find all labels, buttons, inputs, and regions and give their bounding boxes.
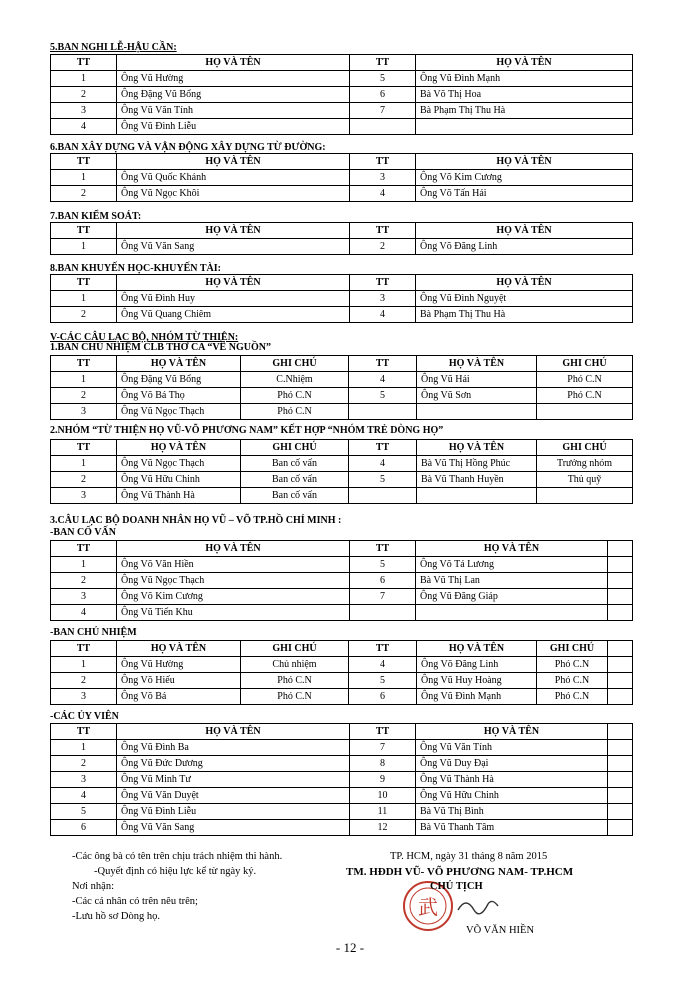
table-cell: Ban cố vấn xyxy=(241,488,349,504)
svg-text:武: 武 xyxy=(418,895,438,919)
column-header: TT xyxy=(350,154,416,170)
table-cell xyxy=(416,605,608,621)
column-header: HỌ VÀ TÊN xyxy=(117,55,350,71)
table-cell: Ông Vũ Đình Mạnh xyxy=(416,71,633,87)
section-v-title: V-CÁC CÂU LẠC BỘ, NHÓM TỪ THIỆN: xyxy=(50,332,239,343)
table-cell: 2 xyxy=(51,307,117,323)
table-cell: Ông Vũ Văn Tính xyxy=(416,740,608,756)
table-cell: 3 xyxy=(350,291,416,307)
table-cell: Phó C.N xyxy=(241,689,349,705)
table-cell xyxy=(417,404,537,420)
column-header: HỌ VÀ TÊN xyxy=(117,275,350,291)
column-header: TT xyxy=(350,541,416,557)
table-cell: 11 xyxy=(350,804,416,820)
table-cell xyxy=(608,740,633,756)
table-cell: 1 xyxy=(51,456,117,472)
table-cell: 3 xyxy=(51,488,117,504)
table-cell: Thủ quỹ xyxy=(537,472,633,488)
table-cell: Phó C.N xyxy=(241,404,349,420)
table-cell: Ông Võ Bá Thọ xyxy=(117,388,241,404)
table-cell: 4 xyxy=(51,119,117,135)
table-cell: Bà Vũ Thanh Tâm xyxy=(416,820,608,836)
table-cell: 2 xyxy=(51,756,117,772)
table-cell: Ông Vũ Đình Mạnh xyxy=(417,689,537,705)
table-cell: 1 xyxy=(51,657,117,673)
table-row xyxy=(51,291,633,307)
table-row xyxy=(51,557,633,573)
table-cell: 7 xyxy=(350,589,416,605)
table-cell: Ông Đặng Vũ Bổng xyxy=(117,87,350,103)
table-row xyxy=(51,820,633,836)
table-cell: Ông Võ Hiếu xyxy=(117,673,241,689)
table-cell: Phó C.N xyxy=(537,388,633,404)
table-row xyxy=(51,788,633,804)
table-row xyxy=(51,689,633,705)
table-cell: Ông Vũ Hường xyxy=(117,657,241,673)
table-cell: Ông Võ Kim Cương xyxy=(117,589,350,605)
section-6-title: 6.BAN XÂY DỰNG VÀ VẬN ĐỘNG XÂY DỰNG TỪ ĐƯỜNG: xyxy=(50,142,326,153)
table-ban-nghi-le xyxy=(50,54,633,135)
table-row xyxy=(51,71,633,87)
column-header: GHI CHÚ xyxy=(241,356,349,372)
column-header: HỌ VÀ TÊN xyxy=(416,154,633,170)
column-header: TT xyxy=(350,223,416,239)
table-cell: Phó C.N xyxy=(537,689,608,705)
table-cell: Bà Vũ Thanh Huyền xyxy=(417,472,537,488)
table-cell: 9 xyxy=(350,772,416,788)
table-cell: 3 xyxy=(51,689,117,705)
table-cell: Ông Vũ Hữu Chinh xyxy=(117,472,241,488)
uy-vien-title: -CÁC ỦY VIÊN xyxy=(50,711,119,722)
table-cell: Ông Vũ Văn Sang xyxy=(117,820,350,836)
column-header: HỌ VÀ TÊN xyxy=(416,223,633,239)
column-header: HỌ VÀ TÊN xyxy=(416,55,633,71)
table-cell: Ông Vũ Quốc Khánh xyxy=(117,170,350,186)
table-row xyxy=(51,657,633,673)
table-cell: 3 xyxy=(51,404,117,420)
table-cell: 1 xyxy=(51,557,117,573)
table-cell: 4 xyxy=(350,186,416,202)
table-cell: Ông Võ Bá xyxy=(117,689,241,705)
table-cell: Ông Vũ Quang Chiêm xyxy=(117,307,350,323)
table-ban-xay-dung xyxy=(50,153,633,202)
table-cell: 6 xyxy=(350,87,416,103)
table-cell: 6 xyxy=(349,689,417,705)
table-cell: Ông Vũ Văn Sang xyxy=(117,239,350,255)
table-cell xyxy=(537,404,633,420)
table-cell: Ông Vũ Tiến Khu xyxy=(117,605,350,621)
recipients-label: Nơi nhận: xyxy=(72,881,115,892)
column-header: HỌ VÀ TÊN xyxy=(117,724,350,740)
table-cell xyxy=(608,804,633,820)
table-row xyxy=(51,87,633,103)
table-ban-chu-nhiem xyxy=(50,640,633,705)
recipients-2: -Lưu hồ sơ Dòng họ. xyxy=(72,911,160,922)
table-row xyxy=(51,119,633,135)
section-8-title: 8.BAN KHUYẾN HỌC-KHUYẾN TÀI: xyxy=(50,263,221,274)
column-header: HỌ VÀ TÊN xyxy=(416,275,633,291)
table-cell: 2 xyxy=(51,87,117,103)
table-cell: Ông Võ Đăng Linh xyxy=(416,239,633,255)
table-cell: Ông Võ Tấn Hải xyxy=(416,186,633,202)
column-header: GHI CHÚ xyxy=(241,440,349,456)
table-cell: Ông Vũ Duy Đại xyxy=(416,756,608,772)
table-cell: Ông Vũ Ngọc Khôi xyxy=(117,186,350,202)
table-row xyxy=(51,372,633,388)
column-header: TT xyxy=(51,641,117,657)
clb-doanh-nhan-title: 3.CÂU LẠC BỘ DOANH NHÂN HỌ VŨ – VÕ TP.HỒ CHÍ MINH : xyxy=(50,515,342,526)
table-cell: Bà Phạm Thị Thu Hà xyxy=(416,103,633,119)
table-cell: Ông Vũ Ngọc Thạch xyxy=(117,404,241,420)
table-cell: 5 xyxy=(349,388,417,404)
table-cell: 8 xyxy=(350,756,416,772)
table-cell: 4 xyxy=(349,456,417,472)
signing-organization: TM. HĐDH VŨ- VÕ PHƯƠNG NAM- TP.HCM xyxy=(346,866,574,878)
column-header: TT xyxy=(350,724,416,740)
table-cell xyxy=(350,605,416,621)
column-header: GHI CHÚ xyxy=(537,356,633,372)
column-header: TT xyxy=(51,154,117,170)
table-cell: Phó C.N xyxy=(537,673,608,689)
table-cell xyxy=(608,772,633,788)
table-clb-tho-ca xyxy=(50,355,633,420)
table-ban-kiem-soat xyxy=(50,222,633,255)
table-row xyxy=(51,307,633,323)
table-cell: Ông Vũ Thành Hà xyxy=(416,772,608,788)
table-cell: Ông Vũ Minh Tư xyxy=(117,772,350,788)
table-cell: Ông Vũ Hường xyxy=(117,71,350,87)
table-row xyxy=(51,170,633,186)
table-row xyxy=(51,103,633,119)
column-header: TT xyxy=(350,275,416,291)
table-ban-khuyen-hoc xyxy=(50,274,633,323)
table-cell: 2 xyxy=(350,239,416,255)
table-cell: 2 xyxy=(51,573,117,589)
footer-note-2: -Quyết định có hiệu lực kể từ ngày ký. xyxy=(94,866,257,877)
table-row xyxy=(51,772,633,788)
table-cell: 1 xyxy=(51,372,117,388)
table-row xyxy=(51,756,633,772)
table-cell xyxy=(608,673,633,689)
table-cell: 2 xyxy=(51,388,117,404)
table-cell: Ông Võ Kim Cương xyxy=(416,170,633,186)
table-row xyxy=(51,186,633,202)
table-row xyxy=(51,488,633,504)
table-cell xyxy=(608,689,633,705)
table-cell: 7 xyxy=(350,103,416,119)
column-header: HỌ VÀ TÊN xyxy=(417,356,537,372)
table-cell xyxy=(608,573,633,589)
table-cell: 2 xyxy=(51,472,117,488)
table-cell: Ông Võ Đăng Linh xyxy=(417,657,537,673)
column-header: HỌ VÀ TÊN xyxy=(117,641,241,657)
table-cell: Bà Võ Thị Hoa xyxy=(416,87,633,103)
table-cell: 3 xyxy=(51,772,117,788)
table-cell: Ông Võ Tá Lương xyxy=(416,557,608,573)
table-row xyxy=(51,388,633,404)
table-cell xyxy=(608,605,633,621)
table-cell: Ban cố vấn xyxy=(241,456,349,472)
table-cell: 1 xyxy=(51,740,117,756)
section-7-title: 7.BAN KIỂM SOÁT: xyxy=(50,211,142,222)
table-row xyxy=(51,589,633,605)
table-cell xyxy=(608,657,633,673)
table-cell: Phó C.N xyxy=(241,388,349,404)
column-header: TT xyxy=(349,641,417,657)
table-cell: Ông Vũ Văn Duyệt xyxy=(117,788,350,804)
column-header: GHI CHÚ xyxy=(537,440,633,456)
nhom-tu-thien-title: 2.NHÓM “TỪ THIỆN HỌ VŨ-VÕ PHƯƠNG NAM” KẾT HỢP “NHÓM TRẺ DÒNG HỌ” xyxy=(50,425,444,436)
column-header: GHI CHÚ xyxy=(241,641,349,657)
column-header xyxy=(608,541,633,557)
column-header: HỌ VÀ TÊN xyxy=(417,440,537,456)
column-header xyxy=(608,641,633,657)
table-cell: Ông Vũ Ngọc Thạch xyxy=(117,573,350,589)
table-cell: 7 xyxy=(350,740,416,756)
column-header: TT xyxy=(51,55,117,71)
table-cell: Ông Võ Văn Hiền xyxy=(117,557,350,573)
table-cell xyxy=(350,119,416,135)
table-cell: Ông Vũ Đình Liễu xyxy=(117,119,350,135)
table-nhom-tu-thien xyxy=(50,439,633,504)
table-cell: 5 xyxy=(350,557,416,573)
column-header: HỌ VÀ TÊN xyxy=(416,724,608,740)
signing-date: TP. HCM, ngày 31 tháng 8 năm 2015 xyxy=(390,851,548,862)
column-header: TT xyxy=(350,55,416,71)
table-row xyxy=(51,472,633,488)
table-row xyxy=(51,740,633,756)
table-row xyxy=(51,404,633,420)
table-cell: Ông Vũ Đình Ba xyxy=(117,740,350,756)
table-cell: 6 xyxy=(350,573,416,589)
page-number: - 12 - xyxy=(335,940,365,955)
column-header: TT xyxy=(51,356,117,372)
table-cell: Bà Vũ Thị Hồng Phúc xyxy=(417,456,537,472)
ban-chu-nhiem-title: -BAN CHỦ NHIỆM xyxy=(50,627,137,638)
table-cell: Ban cố vấn xyxy=(241,472,349,488)
table-cell: 5 xyxy=(51,804,117,820)
column-header: TT xyxy=(51,223,117,239)
table-cell xyxy=(349,488,417,504)
column-header: HỌ VÀ TÊN xyxy=(117,154,350,170)
table-row xyxy=(51,573,633,589)
table-ban-co-van xyxy=(50,540,633,621)
table-cell: Ông Vũ Hữu Chinh xyxy=(416,788,608,804)
table-cell: 4 xyxy=(349,657,417,673)
table-cell: Ông Vũ Sơn xyxy=(417,388,537,404)
ban-co-van-title: -BAN CỐ VẤN xyxy=(50,527,116,538)
table-cell: 4 xyxy=(51,788,117,804)
column-header: HỌ VÀ TÊN xyxy=(117,440,241,456)
signer-name: VÕ VĂN HIỀN xyxy=(466,925,535,936)
table-uy-vien xyxy=(50,723,633,836)
column-header: HỌ VÀ TÊN xyxy=(117,541,350,557)
table-row xyxy=(51,804,633,820)
table-cell: C.Nhiệm xyxy=(241,372,349,388)
table-cell: 3 xyxy=(51,103,117,119)
table-cell: Phó C.N xyxy=(241,673,349,689)
column-header: HỌ VÀ TÊN xyxy=(417,641,537,657)
column-header: HỌ VÀ TÊN xyxy=(117,223,350,239)
table-cell: 1 xyxy=(51,71,117,87)
table-row xyxy=(51,456,633,472)
table-row xyxy=(51,673,633,689)
table-cell: Ông Vũ Đình Liễu xyxy=(117,804,350,820)
table-cell: Chủ nhiệm xyxy=(241,657,349,673)
column-header: GHI CHÚ xyxy=(537,641,608,657)
table-cell: Ông Vũ Đức Dương xyxy=(117,756,350,772)
table-cell: 3 xyxy=(350,170,416,186)
table-cell xyxy=(417,488,537,504)
table-cell: Ông Vũ Huy Hoàng xyxy=(417,673,537,689)
table-cell: Bà Vũ Thị Lan xyxy=(416,573,608,589)
table-cell: Ông Vũ Ngọc Thạch xyxy=(117,456,241,472)
table-cell: Bà Vũ Thị Bình xyxy=(416,804,608,820)
table-cell: 4 xyxy=(51,605,117,621)
column-header: TT xyxy=(349,356,417,372)
table-row xyxy=(51,239,633,255)
table-cell: 2 xyxy=(51,673,117,689)
table-cell: Ông Vũ Đình Huy xyxy=(117,291,350,307)
table-cell: Ông Vũ Thành Hà xyxy=(117,488,241,504)
table-cell xyxy=(537,488,633,504)
table-cell: Bà Phạm Thị Thu Hà xyxy=(416,307,633,323)
table-cell xyxy=(349,404,417,420)
column-header: TT xyxy=(51,440,117,456)
column-header: TT xyxy=(349,440,417,456)
table-cell: Ông Đặng Vũ Bổng xyxy=(117,372,241,388)
column-header: HỌ VÀ TÊN xyxy=(117,356,241,372)
table-cell xyxy=(608,557,633,573)
table-cell xyxy=(608,589,633,605)
table-cell: 3 xyxy=(51,589,117,605)
table-cell xyxy=(608,788,633,804)
table-cell: 1 xyxy=(51,239,117,255)
table-cell xyxy=(608,820,633,836)
table-cell: 12 xyxy=(350,820,416,836)
table-cell xyxy=(416,119,633,135)
signer-title: CHỦ TỊCH xyxy=(430,881,483,892)
table-cell: 1 xyxy=(51,291,117,307)
table-cell: 2 xyxy=(51,186,117,202)
section-5-title: 5.BAN NGHI LỄ-HẬU CẦN: xyxy=(50,42,177,53)
table-cell: Phó C.N xyxy=(537,657,608,673)
table-cell: 5 xyxy=(350,71,416,87)
recipients-1: -Các cá nhân có trên nêu trên; xyxy=(72,896,198,907)
table-cell: 6 xyxy=(51,820,117,836)
table-cell: 1 xyxy=(51,170,117,186)
footer-note-1: -Các ông bà có tên trên chịu trách nhiệm thi hành. xyxy=(72,851,283,862)
column-header xyxy=(608,724,633,740)
table-cell: 5 xyxy=(349,472,417,488)
table-cell: 10 xyxy=(350,788,416,804)
table-cell: Ông Vũ Hải xyxy=(417,372,537,388)
column-header: HỌ VÀ TÊN xyxy=(416,541,608,557)
table-cell: 4 xyxy=(349,372,417,388)
column-header: TT xyxy=(51,541,117,557)
column-header: TT xyxy=(51,275,117,291)
table-cell: Ông Vũ Đình Nguyệt xyxy=(416,291,633,307)
table-cell: Phó C.N xyxy=(537,372,633,388)
table-cell: Trưởng nhóm xyxy=(537,456,633,472)
table-cell xyxy=(608,756,633,772)
clb-tho-ca-title: 1.BAN CHỦ NHIỆM CLB THƠ CA “VỀ NGUỒN” xyxy=(50,342,271,353)
table-row xyxy=(51,605,633,621)
table-cell: Ông Vũ Đăng Giáp xyxy=(416,589,608,605)
table-cell: Ông Vũ Văn Tính xyxy=(117,103,350,119)
column-header: TT xyxy=(51,724,117,740)
table-cell: 4 xyxy=(350,307,416,323)
table-cell: 5 xyxy=(349,673,417,689)
